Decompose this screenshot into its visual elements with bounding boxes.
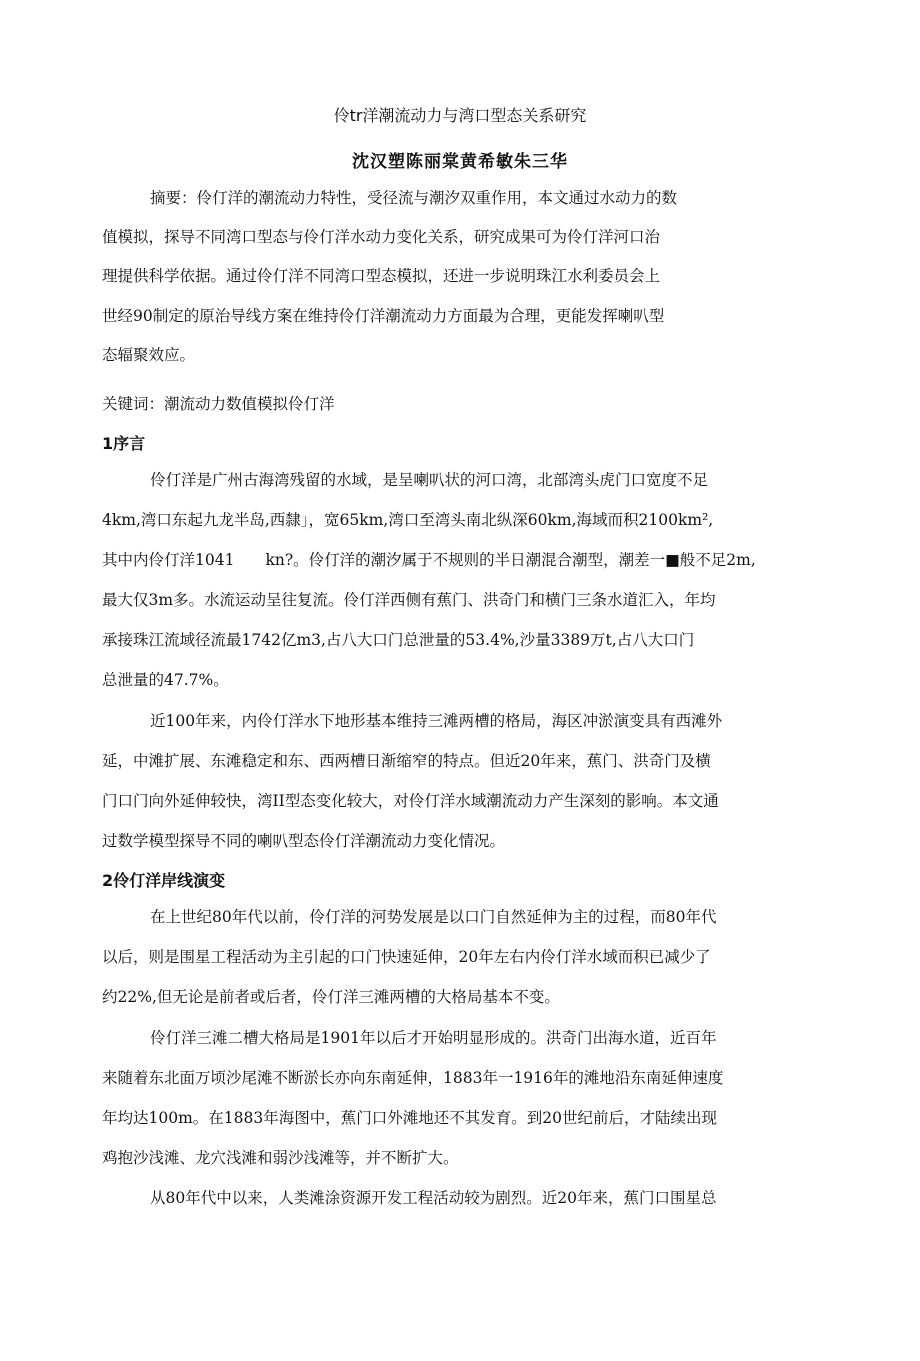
- paper-authors: 沈汉塑陈丽棠黄希敏朱三华: [352, 152, 568, 172]
- paragraph-line: 过数学模型探导不同的喇叭型态伶仃洋潮流动力变化情况。: [102, 832, 506, 850]
- paragraph-line: 伶仃洋是广州古海湾残留的水域，是呈喇叭状的河口湾，北部湾头虎门口宽度不足: [150, 471, 709, 489]
- paragraph-line: 最大仅3m多。水流运动呈往复流。伶仃洋西侧有蕉门、洪奇门和横门三条水道汇入，年均: [102, 591, 716, 609]
- abstract-line: 值模拟，探导不同湾口型态与伶仃洋水动力变化关系，研究成果可为伶仃洋河口治: [102, 228, 661, 246]
- abstract-line: 世经90制定的原治导线方案在维持伶仃洋潮流动力方面最为合理，更能发挥喇叭型: [102, 307, 665, 325]
- paragraph-line: 在上世纪80年代以前，伶仃洋的河势发展是以口门自然延伸为主的过程，而80年代: [150, 908, 717, 926]
- paragraph-line: 伶仃洋三滩二槽大格局是1901年以后才开始明显形成的。洪奇门出海水道，近百年: [150, 1029, 717, 1047]
- paragraph-line: 以后，则是围星工程活动为主引起的口门快速延伸，20年左右内伶仃洋水域而积已减少了: [102, 948, 711, 966]
- section-heading: 2伶仃洋岸线演变: [102, 871, 226, 890]
- section-heading: 1序言: [102, 434, 146, 453]
- paragraph-line: 年均达100m。在1883年海图中，蕉门口外滩地还不其发育。到20世纪前后，才陆续出现: [102, 1109, 717, 1127]
- paragraph-line: 其中内伶仃洋1041 kn?。伶仃洋的潮汐属于不规则的半日潮混合潮型，潮差一■般不足2m,: [102, 551, 756, 569]
- paragraph-line: 承接珠江流域径流最1742亿m3,占八大口门总泄量的53.4%,沙量3389万t,占八大口门: [102, 631, 695, 649]
- paper-title: 伶tr洋潮流动力与湾口型态关系研究: [333, 106, 587, 125]
- paragraph-line: 延，中滩扩展、东滩稳定和东、西两槽日渐缩窄的特点。但近20年来，蕉门、洪奇门及横: [102, 752, 711, 770]
- abstract-line: 态辐聚效应。: [102, 346, 196, 364]
- keywords: 关键词：潮流动力数值模拟伶仃洋: [102, 395, 335, 413]
- paragraph-line: 从80年代中以来，人类滩涂资源开发工程活动较为剧烈。近20年来，蕉门口围星总: [150, 1189, 717, 1207]
- paragraph-line: 来随着东北面万顷沙尾滩不断淤长亦向东南延伸，1883年一1916年的滩地沿东南延伸速度: [102, 1069, 724, 1087]
- abstract-line: 摘要：伶仃洋的潮流动力特性，受径流与潮汐双重作用，本文通过水动力的数: [150, 189, 678, 207]
- paragraph-line: 4km,湾口东起九龙半岛,西隸」，宽65km,湾口至湾头南北纵深60km,海域而积2100km²,: [102, 511, 714, 529]
- paragraph-line: 总泄量的47.7%。: [102, 671, 229, 689]
- paragraph-line: 约22%,但无论是前者或后者，伶仃洋三滩两槽的大格局基本不变。: [102, 988, 560, 1006]
- paragraph-line: 鸡抱沙浅滩、龙穴浅滩和弱沙浅滩等，并不断扩大。: [102, 1149, 459, 1167]
- paragraph-line: 门口门向外延伸较快，湾II型态变化较大，对伶仃洋水域潮流动力产生深刻的影响。本文通: [102, 792, 719, 810]
- paragraph-line: 近100年来，内伶仃洋水下地形基本维持三滩两槽的格局，海区冲淤演变具有西滩外: [150, 712, 723, 730]
- abstract-line: 理提供科学依据。通过伶仃洋不同湾口型态模拟，还进一步说明珠江水利委员会上: [102, 267, 661, 285]
